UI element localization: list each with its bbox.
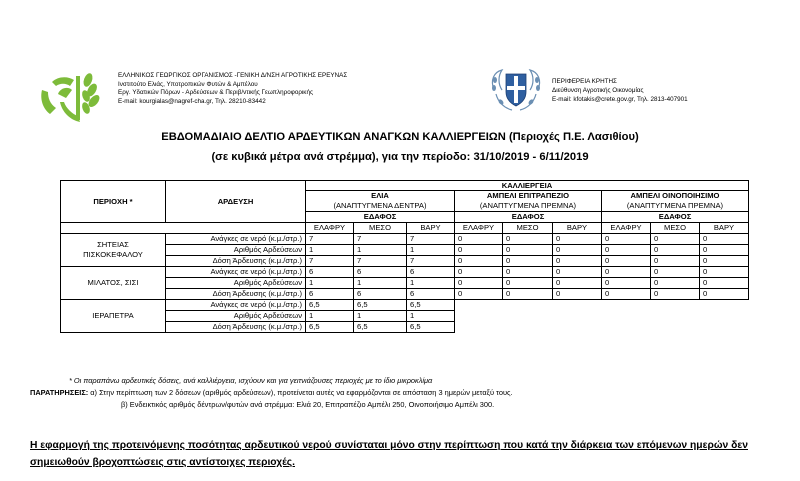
table-cell: 1 bbox=[407, 245, 455, 256]
table-cell: 0 bbox=[651, 267, 700, 278]
table-cell: 0 bbox=[651, 245, 700, 256]
table-cell: 7 bbox=[306, 256, 354, 267]
bulletin-subtitle: (σε κυβικά μέτρα ανά στρέμμα), για την περίοδο: 31/10/2019 - 6/11/2019 bbox=[211, 151, 589, 163]
soil-type: ΜΕΣΟ bbox=[651, 223, 700, 234]
table-cell: 1 bbox=[354, 278, 407, 289]
org-left-line: Ινστιτούτο Ελιάς, Υποτροπικών Φυτών & Αμπέλου bbox=[118, 80, 258, 88]
table-cell: 6 bbox=[306, 289, 354, 300]
row-label: Δόση Άρδευσης (κ.μ./στρ.) bbox=[166, 289, 306, 300]
table-cell: 6 bbox=[354, 267, 407, 278]
crop-subtitle: (ΑΝΑΠΤΥΓΜΕΝΑ ΠΡΕΜΝΑ) bbox=[602, 201, 749, 212]
table-cell: 0 bbox=[455, 245, 503, 256]
table-cell: 0 bbox=[553, 267, 602, 278]
table-cell: 6,5 bbox=[354, 300, 407, 311]
table-cell: 0 bbox=[553, 289, 602, 300]
org-left-text bbox=[118, 72, 347, 106]
table-row bbox=[61, 267, 749, 278]
row-label: Αριθμός Αρδεύσεων bbox=[166, 245, 306, 256]
soil-type: ΕΛΑΦΡΥ bbox=[455, 223, 503, 234]
table-cell: 0 bbox=[503, 234, 553, 245]
footnote-microclimate: * Οι παραπάνω αρδευτικές δόσεις, ανά καλλιέργεια, ισχύουν και για γειτνιάζουσες περιοχές με το ίδιο μικροκλίμα bbox=[69, 376, 433, 385]
table-cell: 1 bbox=[306, 245, 354, 256]
soil-type: ΒΑΡΥ bbox=[407, 223, 455, 234]
irrigation-header: ΑΡΔΕΥΣΗ bbox=[166, 181, 306, 223]
table-cell: 6 bbox=[306, 267, 354, 278]
table-cell: 0 bbox=[602, 267, 651, 278]
header-left bbox=[36, 68, 366, 138]
org-left-line: E-mail: kourgialas@nagref-cha.gr, Τηλ. 28210-83442 bbox=[118, 97, 266, 105]
row-label: Ανάγκες σε νερό (κ.μ./στρ.) bbox=[166, 267, 306, 278]
table-cell: 0 bbox=[455, 278, 503, 289]
table-cell: 7 bbox=[306, 234, 354, 245]
soil-header: ΕΔΑΦΟΣ bbox=[306, 212, 455, 223]
table-row bbox=[61, 300, 749, 311]
table-cell: 6,5 bbox=[306, 300, 354, 311]
org-right-line: ΠΕΡΙΦΕΡΕΙΑ ΚΡΗΤΗΣ bbox=[552, 78, 617, 85]
soil-type: ΕΛΑΦΡΥ bbox=[306, 223, 354, 234]
table-row bbox=[61, 234, 749, 245]
soil-header: ΕΔΑΦΟΣ bbox=[602, 212, 749, 223]
row-label: Αριθμός Αρδεύσεων bbox=[166, 311, 306, 322]
soil-header: ΕΔΑΦΟΣ bbox=[455, 212, 602, 223]
table-cell: 0 bbox=[700, 267, 749, 278]
table-cell: 0 bbox=[651, 234, 700, 245]
table-cell: 7 bbox=[407, 256, 455, 267]
table-cell: 0 bbox=[503, 267, 553, 278]
rain-note: Η εφαρμογή της προτεινόμενης ποσότητας αρδευτικού νερού συνίσταται μόνο στην περίπτωση που κατά την διάρκεια των επόμενων ημερών δεν σημειωθούν βροχοπτώσεις στις αντίστοιχες περιοχές. bbox=[30, 440, 748, 468]
elgo-logo-icon bbox=[36, 68, 108, 126]
table-cell: 0 bbox=[700, 234, 749, 245]
table-cell: 0 bbox=[602, 289, 651, 300]
row-label: Ανάγκες σε νερό (κ.μ./στρ.) bbox=[166, 300, 306, 311]
org-right-line: E-mail: kfotakis@crete.gov.gr, Τηλ. 2813-407901 bbox=[552, 95, 688, 103]
table-cell: 0 bbox=[503, 245, 553, 256]
table-cell: 6,5 bbox=[407, 300, 455, 311]
soil-type: ΜΕΣΟ bbox=[503, 223, 553, 234]
table-cell: 1 bbox=[306, 311, 354, 322]
table-cell: 0 bbox=[503, 256, 553, 267]
crops-header: ΚΑΛΛΙΕΡΓΕΙΑ bbox=[306, 181, 749, 191]
table-cell: 6,5 bbox=[354, 322, 407, 333]
table-cell: 0 bbox=[553, 245, 602, 256]
soil-type: ΒΑΡΥ bbox=[553, 223, 602, 234]
table-cell: 1 bbox=[354, 311, 407, 322]
org-left-line: Εργ. Υδατικών Πόρων - Αρδεύσεων & Περιβ/ντικής Γεωπληροφορικής bbox=[118, 89, 313, 97]
soil-type: ΜΕΣΟ bbox=[354, 223, 407, 234]
table-cell: 0 bbox=[455, 234, 503, 245]
soil-type: ΕΛΑΦΡΥ bbox=[602, 223, 651, 234]
table-cell: 0 bbox=[700, 245, 749, 256]
table-cell: 6 bbox=[354, 289, 407, 300]
region-name-line: ΣΗΤΕΙΑΣ bbox=[97, 240, 129, 249]
crop-subtitle: (ΑΝΑΠΤΥΓΜΕΝΑ ΠΡΕΜΝΑ) bbox=[455, 201, 602, 212]
table-cell: 0 bbox=[503, 278, 553, 289]
header-right bbox=[486, 66, 786, 126]
org-left-line: ΕΛΛΗΝΙΚΟΣ ΓΕΩΡΓΙΚΟΣ ΟΡΓΑΝΙΣΜΟΣ -ΓΕΝΙΚΗ Δ/ΝΣΗ ΑΓΡΟΤΙΚΗΣ ΕΡΕΥΝΑΣ bbox=[118, 72, 348, 79]
table-cell: 0 bbox=[553, 234, 602, 245]
crop-subtitle: (ΑΝΑΠΤΥΓΜΕΝΑ ΔΕΝΤΡΑ) bbox=[306, 201, 455, 212]
table-cell: 6 bbox=[407, 289, 455, 300]
region-name: ΙΕΡΑΠΕΤΡΑ bbox=[61, 300, 166, 333]
table-cell: 6,5 bbox=[306, 322, 354, 333]
table-cell: 0 bbox=[455, 289, 503, 300]
table-cell: 0 bbox=[651, 289, 700, 300]
table-cell: 1 bbox=[407, 278, 455, 289]
crop-name: ΕΛΙΑ bbox=[306, 191, 455, 202]
irrigation-table bbox=[60, 180, 749, 333]
table-cell: 0 bbox=[602, 245, 651, 256]
table-cell: 0 bbox=[700, 256, 749, 267]
table-cell: 6,5 bbox=[407, 322, 455, 333]
table-cell: 0 bbox=[455, 267, 503, 278]
table-cell: 0 bbox=[602, 256, 651, 267]
table-cell: 1 bbox=[407, 311, 455, 322]
table-cell: 7 bbox=[354, 234, 407, 245]
table-cell: 6 bbox=[407, 267, 455, 278]
table-cell: 0 bbox=[700, 278, 749, 289]
table-cell: 0 bbox=[651, 256, 700, 267]
table-cell: 1 bbox=[306, 278, 354, 289]
table-cell: 0 bbox=[651, 278, 700, 289]
footnote-remarks-b: β) Ενδεικτικός αριθμός δέντρων/φυτών ανά στρέμμα: Ελιά 20, Επιτραπέζιο Αμπέλι 250, Οινοποιήσιμο Αμπέλι 300. bbox=[121, 400, 495, 409]
table-cell: 0 bbox=[553, 256, 602, 267]
row-label: Ανάγκες σε νερό (κ.μ./στρ.) bbox=[166, 234, 306, 245]
table-cell: 0 bbox=[455, 256, 503, 267]
row-label: Δόση Άρδευσης (κ.μ./στρ.) bbox=[166, 256, 306, 267]
bulletin-title: ΕΒΔΟΜΑΔΙΑΙΟ ΔΕΛΤΙΟ ΑΡΔΕΥΤΙΚΩΝ ΑΝΑΓΚΩΝ ΚΑΛΛΙΕΡΓΕΙΩΝ (Περιοχές Π.Ε. Λασιθίου) bbox=[161, 131, 639, 143]
table-header-row bbox=[61, 181, 749, 191]
table-cell: 1 bbox=[354, 245, 407, 256]
soil-types-row bbox=[61, 223, 749, 234]
greek-coat-of-arms-icon bbox=[486, 66, 546, 112]
remarks-label: ΠΑΡΑΤΗΡΗΣΕΙΣ: bbox=[30, 388, 89, 397]
table-cell: 7 bbox=[407, 234, 455, 245]
table-cell: 0 bbox=[553, 278, 602, 289]
crop-name: ΑΜΠΕΛΙ ΟΙΝΟΠΟΙΗΣΙΜΟ bbox=[602, 191, 749, 202]
row-label: Δόση Άρδευσης (κ.μ./στρ.) bbox=[166, 322, 306, 333]
region-name bbox=[61, 234, 166, 267]
footnote-remarks bbox=[30, 388, 513, 398]
table-cell: 7 bbox=[354, 256, 407, 267]
table-cell: 0 bbox=[602, 278, 651, 289]
table-cell: 0 bbox=[602, 234, 651, 245]
table-cell: 0 bbox=[503, 289, 553, 300]
org-right-text bbox=[552, 78, 688, 104]
table-cell: 0 bbox=[700, 289, 749, 300]
region-header: ΠΕΡΙΟΧΗ * bbox=[61, 181, 166, 223]
crop-name: ΑΜΠΕΛΙ ΕΠΙΤΡΑΠΕΖΙΟ bbox=[455, 191, 602, 202]
row-label: Αριθμός Αρδεύσεων bbox=[166, 278, 306, 289]
soil-type: ΒΑΡΥ bbox=[700, 223, 749, 234]
org-right-line: Διεύθυνση Αγροτικής Οικονομίας bbox=[552, 86, 644, 94]
remarks-a: α) Στην περίπτωση των 2 δόσεων (αριθμός αρδεύσεων), προτείνεται αυτές να εφαρμόζονται σε απόσταση 3 ημερών μεταξύ τους. bbox=[90, 388, 513, 397]
region-name-line: ΠΙΣΚΟΚΕΦΑΛΟΥ bbox=[83, 250, 143, 259]
region-name: ΜΙΛΑΤΟΣ, ΣΙΣΙ bbox=[61, 267, 166, 300]
